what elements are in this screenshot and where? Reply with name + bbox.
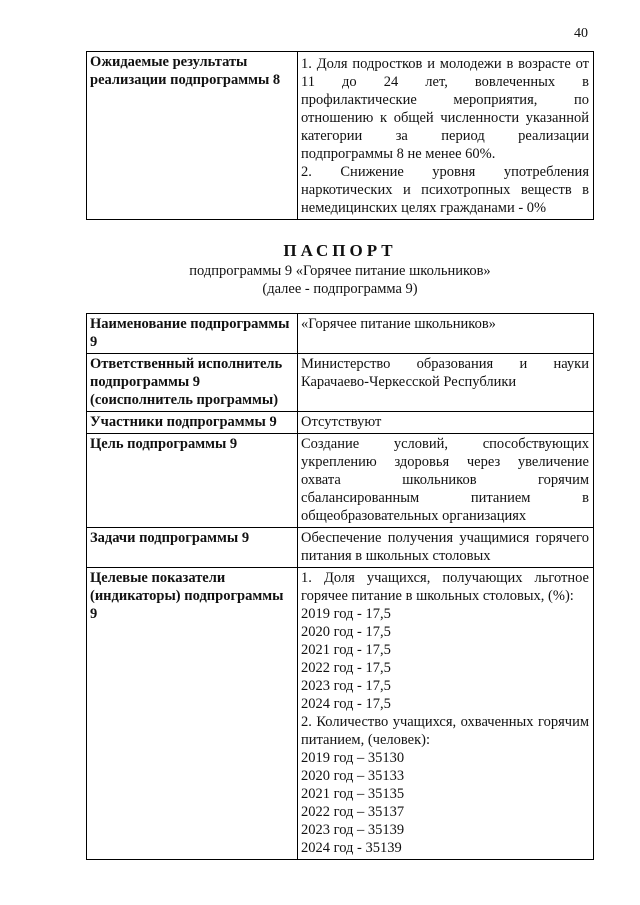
passport-note: (далее - подпрограмма 9): [262, 281, 418, 297]
value-line: Министерство образования и науки Карачаево-Черкесской Республики: [301, 356, 589, 390]
row-label: Ответственный исполнитель подпрограммы 9 (соисполнитель программы): [87, 354, 298, 412]
value-line: «Горячее питание школьников»: [301, 316, 496, 332]
value-line: 2020 год - 17,5: [301, 624, 391, 640]
value-line: 2. Снижение уровня употребления наркотических и психотропных веществ в немедицинских целях гражданами - 0%: [301, 164, 589, 216]
value-line: 2023 год - 17,5: [301, 678, 391, 694]
value-line: 2021 год - 17,5: [301, 642, 391, 658]
value-line: 2. Количество учащихся, охваченных горячим питанием, (человек):: [301, 714, 589, 748]
value-line: 2019 год - 17,5: [301, 606, 391, 622]
passport-title: ПАСПОРТ: [283, 241, 397, 260]
value-line: 2020 год – 35133: [301, 768, 405, 784]
value-line: Создание условий, способствующих укреплению здоровья через увеличение охвата школьников горячим сбалансированным питанием в общеобразовательных организациях: [301, 436, 589, 524]
table-row: [87, 568, 594, 860]
row-value: [298, 412, 594, 434]
row-value: [298, 528, 594, 568]
value-line: 2021 год – 35135: [301, 786, 405, 802]
row-label: Участники подпрограммы 9: [87, 412, 298, 434]
value-line: 1. Доля подростков и молодежи в возрасте от 11 до 24 лет, вовлеченных в профилактические мероприятия, по отношению к общей численности указанной категории за период реализации подпрограммы 8 не менее 60%.: [301, 56, 589, 162]
row-label: Наименование подпрограммы 9: [87, 314, 298, 354]
value-line: 2022 год - 17,5: [301, 660, 391, 676]
expected-results-table: [86, 51, 594, 220]
value-line: Отсутствуют: [301, 414, 382, 430]
page-number: 40: [574, 26, 588, 41]
row-value: [298, 52, 594, 220]
row-label: Ожидаемые результаты реализации подпрограммы 8: [87, 52, 298, 220]
row-label: Цель подпрограммы 9: [87, 434, 298, 528]
value-line: 2024 год - 35139: [301, 840, 402, 856]
passport-subtitle: подпрограммы 9 «Горячее питание школьников»: [189, 263, 491, 279]
table-row: [87, 52, 594, 220]
table-row: [87, 354, 594, 412]
value-line: 2019 год – 35130: [301, 750, 405, 766]
value-line: 2023 год – 35139: [301, 822, 405, 838]
value-line: Обеспечение получения учащимися горячего питания в школьных столовых: [301, 530, 589, 564]
row-label: Задачи подпрограммы 9: [87, 528, 298, 568]
table-row: [87, 528, 594, 568]
table-row: [87, 412, 594, 434]
value-line: 2022 год – 35137: [301, 804, 405, 820]
row-value: [298, 568, 594, 860]
value-line: 2024 год - 17,5: [301, 696, 391, 712]
passport-header: [86, 240, 594, 298]
row-value: [298, 434, 594, 528]
row-label: Целевые показатели (индикаторы) подпрограммы 9: [87, 568, 298, 860]
table-row: [87, 434, 594, 528]
row-value: [298, 314, 594, 354]
row-value: [298, 354, 594, 412]
passport-table: [86, 313, 594, 860]
value-line: 1. Доля учащихся, получающих льготное горячее питание в школьных столовых, (%):: [301, 570, 589, 604]
table-row: [87, 314, 594, 354]
